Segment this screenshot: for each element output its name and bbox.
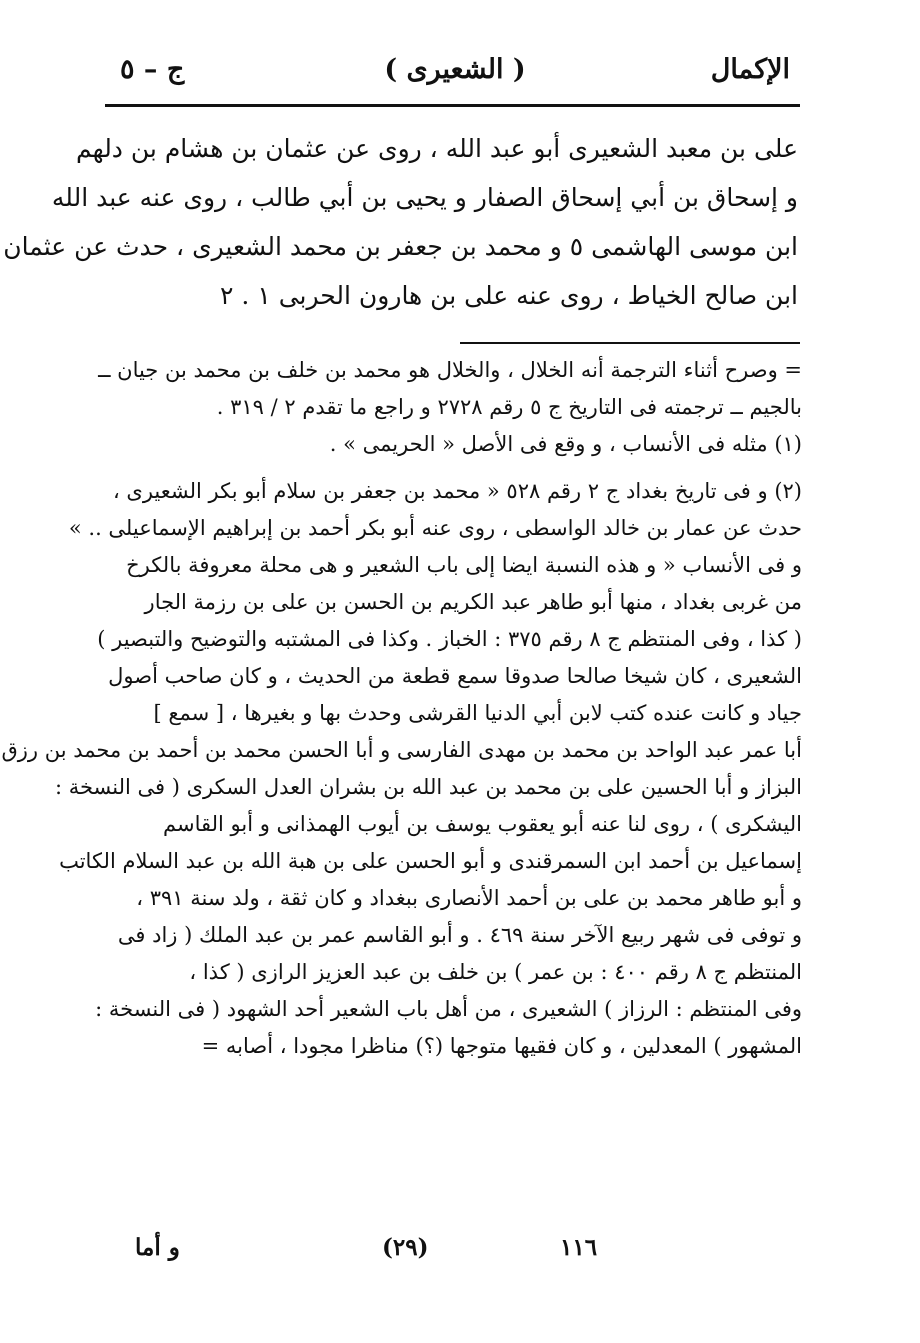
entry-line: و إسحاق بن أبي إسحاق الصفار و يحيى بن أبي طالب ، روى عنه عبد الله [51, 183, 798, 212]
sheet-number: (٢٩) [382, 1234, 429, 1261]
section-title: ( الشعيرى ) [384, 54, 526, 85]
footnote-separator [460, 342, 800, 344]
main-entry [3, 124, 798, 320]
footnote-gap [112, 463, 802, 473]
footnote-2-line: وفى المنتظم : الرزاز ) الشعيرى ، من أهل باب الشعير أحد الشهود ( فى النسخة : [95, 997, 802, 1021]
page-number: ١١٦ [560, 1234, 598, 1261]
footnote-2-line: البزاز و أبا الحسين على بن محمد بن عبد الله بن بشران العدل السكرى ( فى النسخة : [54, 775, 802, 799]
footnote-2-line: حدث عن عمار بن خالد الواسطى ، روى عنه أبو بكر أحمد بن إبراهيم الإسماعيلى .. » [68, 516, 802, 540]
entry-line: ابن موسى الهاشمى ٥ و محمد بن جعفر بن محمد الشعيرى ، حدث عن عثمان [3, 232, 798, 261]
footnote-2-line: و فى الأنساب « و هذه النسبة ايضا إلى باب الشعير و هى محلة معروفة بالكرخ [126, 553, 802, 577]
catchword: و أما [135, 1234, 180, 1261]
book-title: الإكمال [710, 54, 790, 85]
volume-label: ج – ٥ [120, 54, 185, 85]
footnote-2-line: الشعيرى ، كان شيخا صالحا صدوقا سمع قطعة من الحديث ، و كان صاحب أصول [108, 664, 802, 688]
footnote-continuation-line: = وصرح أثناء الترجمة أنه الخلال ، والخلال هو محمد بن خلف بن محمد بن جيان ــ [98, 358, 802, 382]
footnote-2-line: المنتظم ج ٨ رقم ٤٠٠ : بن عمر ) بن خلف بن عبد العزيز الرازى ( كذا ، [189, 960, 802, 984]
header-rule [105, 104, 800, 107]
footnote-2-line: و أبو طاهر محمد بن على بن أحمد الأنصارى ببغداد و كان ثقة ، ولد سنة ٣٩١ ، [136, 886, 802, 910]
footnote-2-line: أبا عمر عبد الواحد بن محمد بن مهدى الفارسى و أبا الحسن محمد بن أحمد بن محمد بن رزق [1, 738, 802, 762]
footnote-2-line: و توفى فى شهر ربيع الآخر سنة ٤٦٩ . و أبو القاسم عمر بن عبد الملك ( زاد فى [117, 923, 802, 947]
footnote-2-line: إسماعيل بن أحمد ابن السمرقندى و أبو الحسن على بن هبة الله بن عبد السلام الكاتب [59, 849, 802, 873]
footnotes [1, 352, 802, 1065]
entry-line: على بن معبد الشعيرى أبو عبد الله ، روى عن عثمان بن هشام بن دلهم [76, 134, 798, 163]
footnote-continuation-line: بالجيم ــ ترجمته فى التاريخ ج ٥ رقم ٢٧٢٨ و راجع ما تقدم ٢ / ٣١٩ . [216, 395, 802, 419]
running-header [120, 54, 790, 96]
footnote-1: (١) مثله فى الأنساب ، و وقع فى الأصل « الحريمى » . [329, 432, 802, 456]
page-footer [120, 1234, 800, 1274]
entry-line: ابن صالح الخياط ، روى عنه على بن هارون الحربى ١ . ٢ [220, 281, 798, 310]
footnote-2-line: ( كذا ، وفى المنتظم ج ٨ رقم ٣٧٥ : الخباز . وكذا فى المشتبه والتوضيح والتبصير ) [97, 627, 802, 651]
footnote-2-line: المشهور ) المعدلين ، و كان فقيها متوجها (؟) مناظرا مجودا ، أصابه = [201, 1034, 802, 1058]
footnote-2-line: (٢) و فى تاريخ بغداد ج ٢ رقم ٥٢٨ « محمد بن جعفر بن سلام أبو بكر الشعيرى ، [112, 479, 802, 503]
footnote-2-line: جياد و كانت عنده كتب لابن أبي الدنيا القرشى وحدث بها و بغيرها ، [ سمع ] [153, 701, 802, 725]
footnote-2-line: اليشكرى ) ، روى لنا عنه أبو يعقوب يوسف بن أيوب الهمذانى و أبو القاسم [163, 812, 802, 836]
footnote-2-line: من غربى بغداد ، منها أبو طاهر عبد الكريم بن الحسن بن على بن رزمة الجار [144, 590, 802, 614]
